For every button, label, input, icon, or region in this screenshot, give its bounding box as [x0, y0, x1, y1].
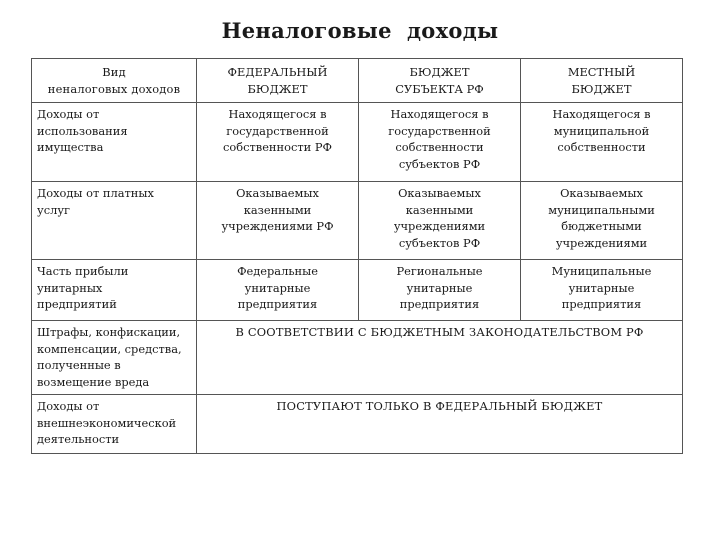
table-row — [32, 182, 683, 260]
table-row — [32, 395, 683, 454]
non-tax-revenue-table — [31, 58, 683, 454]
row-label: Часть прибыли унитарных предприятий — [32, 260, 197, 321]
merged-cell: В СООТВЕТСТВИИ С БЮДЖЕТНЫМ ЗАКОНОДАТЕЛЬСТВОМ РФ — [197, 321, 683, 395]
cell-federal: Оказываемых казенными учреждениями РФ — [197, 182, 359, 260]
cell-regional: Находящегося в государственной собственности субъектов РФ — [359, 103, 521, 182]
page-title: Неналоговые доходы — [221, 18, 499, 43]
row-label: Доходы от платных услуг — [32, 182, 197, 260]
row-label: Доходы от внешнеэкономической деятельности — [32, 395, 197, 454]
table-header-row — [32, 59, 683, 103]
table-row — [32, 103, 683, 182]
row-label: Штрафы, конфискации, компенсации, средства, полученные в возмещение вреда — [32, 321, 197, 395]
row-label: Доходы от использования имущества — [32, 103, 197, 182]
merged-cell: ПОСТУПАЮТ ТОЛЬКО В ФЕДЕРАЛЬНЫЙ БЮДЖЕТ — [197, 395, 683, 454]
cell-local: Муниципальные унитарные предприятия — [521, 260, 683, 321]
table-row — [32, 260, 683, 321]
cell-regional: Оказываемых казенными учреждениями субъектов РФ — [359, 182, 521, 260]
header-federal-budget: ФЕДЕРАЛЬНЫЙ БЮДЖЕТ — [197, 59, 359, 103]
cell-local: Находящегося в муниципальной собственности — [521, 103, 683, 182]
header-revenue-type: Вид неналоговых доходов — [32, 59, 197, 103]
cell-federal: Федеральные унитарные предприятия — [197, 260, 359, 321]
cell-local: Оказываемых муниципальными бюджетными учреждениями — [521, 182, 683, 260]
header-local-budget: МЕСТНЫЙ БЮДЖЕТ — [521, 59, 683, 103]
header-regional-budget: БЮДЖЕТ СУБЪЕКТА РФ — [359, 59, 521, 103]
cell-federal: Находящегося в государственной собственности РФ — [197, 103, 359, 182]
table-row — [32, 321, 683, 395]
cell-regional: Региональные унитарные предприятия — [359, 260, 521, 321]
